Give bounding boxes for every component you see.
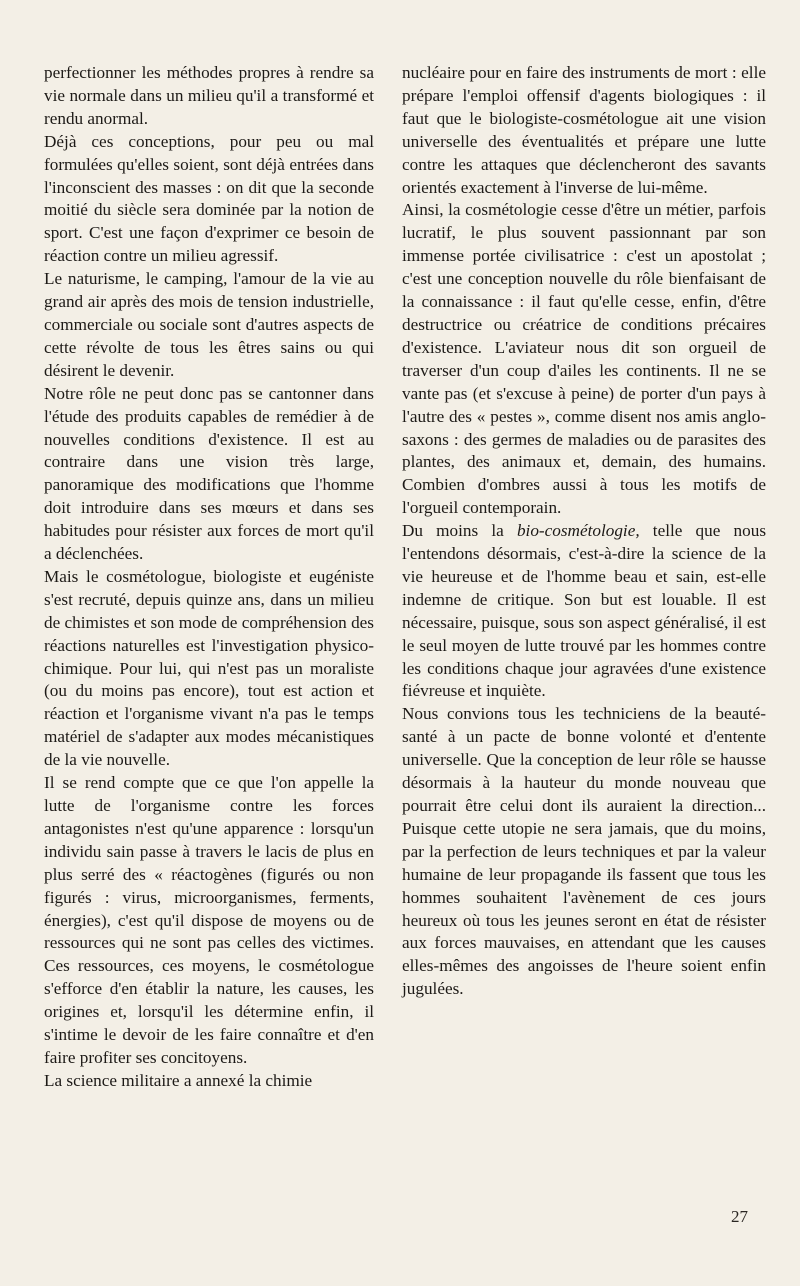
paragraph xyxy=(402,520,766,703)
paragraph-text: telle que nous l'entendons désormais, c'est-à-dire la science de la vie heureuse et de l'homme beau et sain, est-elle indemne de critique. Son but est louable. Il est nécessaire, puisque, sous son aspect généralisé, il est le seul moyen de lutte trouvé par les hommes contre les conditions chaque jour agravées d'une existence fiévreuse et inquiète. xyxy=(402,521,767,701)
italic-term: bio-cosmétologie, xyxy=(516,521,640,541)
paragraph: Il se rend compte que ce que l'on appelle la lutte de l'organisme contre les forces antagonistes n'est qu'une apparence : lorsqu'un individu sain passe à travers le lacis de plus en plus serré des « réactogènes (figurés ou non figurés : virus, microorganismes, ferments, énergies), c'est qu'il dispose de moyens ou de ressources qui ne sont pas celles des victimes. Ces ressources, ces moyens, le cosmétologue s'efforce d'en établir la nature, les causes, les origines et, lorsqu'il les détermine enfin, il s'intime le devoir de les faire connaître et d'en faire profiter ses concitoyens. xyxy=(44,773,374,1067)
left-column xyxy=(44,62,374,1093)
paragraph: Ainsi, la cosmétologie cesse d'être un métier, parfois lucratif, le plus souvent passionnant par son immense portée civilisatrice : c'est un apostolat ; c'est une conception nouvelle du rôle bienfaisant de la connaissance : il faut qu'elle cesse, enfin, d'être destructrice ou créatrice de conditions précaires d'existence. L'aviateur nous dit son orgueil de traverser d'un coup d'ailes les continents. Il ne se vante pas (et s'excuse à peine) de porter d'un pays à l'autre des « pestes », comme disent nos amis anglo-saxons : des germes de maladies ou de parasites des plantes, des animaux et, demain, des humains. Combien d'ombres aussi à tous les motifs de l'orgueil contemporain. xyxy=(402,200,766,518)
paragraph: Le naturisme, le camping, l'amour de la vie au grand air après des mois de tension industrielle, commerciale ou sociale sont d'autres aspects de cette révolte de tous les êtres sains ou qui désirent le devenir. xyxy=(44,269,374,380)
paragraph: Déjà ces conceptions, pour peu ou mal formulées qu'elles soient, sont déjà entrées dans l'inconscient des masses : on dit que la seconde moitié du siècle sera dominée par la notion de sport. C'est une façon d'exprimer ce besoin de réaction contre un milieu agressif. xyxy=(44,131,374,266)
paragraph: Nous convions tous les techniciens de la beauté-santé à un pacte de bonne volonté et d'entente universelle. Que la conception de leur rôle se hausse désormais à la hauteur du monde nouveau que pourrait être celui dont ils auraient la direction... Puisque cette utopie ne sera jamais, que du moins, par la perfection de leurs techniques et par la valeur humaine de leur propagande ils fassent que tous les hommes souhaitent l'avènement de ces jours heureux où tous les jeunes seront en état de résister aux forces mauvaises, en attendant que les causes elles-mêmes des angoisses de l'heure soient enfin jugulées. xyxy=(402,704,766,999)
paragraph: perfectionner les méthodes propres à rendre sa vie normale dans un milieu qu'il a transformé et rendu anormal. xyxy=(44,63,374,128)
page-number: 27 xyxy=(731,1207,748,1226)
paragraph: Notre rôle ne peut donc pas se cantonner dans l'étude des produits capables de remédier à de nouvelles conditions d'existence. Il est au contraire dans une vision très large, panoramique des modifications que l'homme doit introduire dans ses mœurs et dans ses habitudes pour résister aux forces de mort qu'il a déclenchées. xyxy=(44,383,374,564)
paragraph-text: Du moins la xyxy=(402,521,517,541)
paragraph: La science militaire a annexé la chimie xyxy=(44,1070,313,1090)
right-column xyxy=(402,62,766,1001)
paragraph: nucléaire pour en faire des instruments de mort : elle prépare l'emploi offensif d'agents biologiques : il faut que le biologiste-cosmétologue ait une vision universelle des éventualités et prépare une lutte contre les attaques que déclencheront des savants orientés exactement à l'inverse de lui-même. xyxy=(402,63,766,197)
paragraph: Mais le cosmétologue, biologiste et eugéniste s'est recruté, depuis quinze ans, dans un milieu de chimistes et son mode de compréhension des réactions naturelles est l'investigation physico-chimique. Pour lui, qui n'est pas un moraliste (ou du moins pas encore), tout est action et réaction et l'organisme vivant n'a pas le temps matériel de s'adapter aux modes mécanistiques de la vie nouvelle. xyxy=(44,566,374,770)
